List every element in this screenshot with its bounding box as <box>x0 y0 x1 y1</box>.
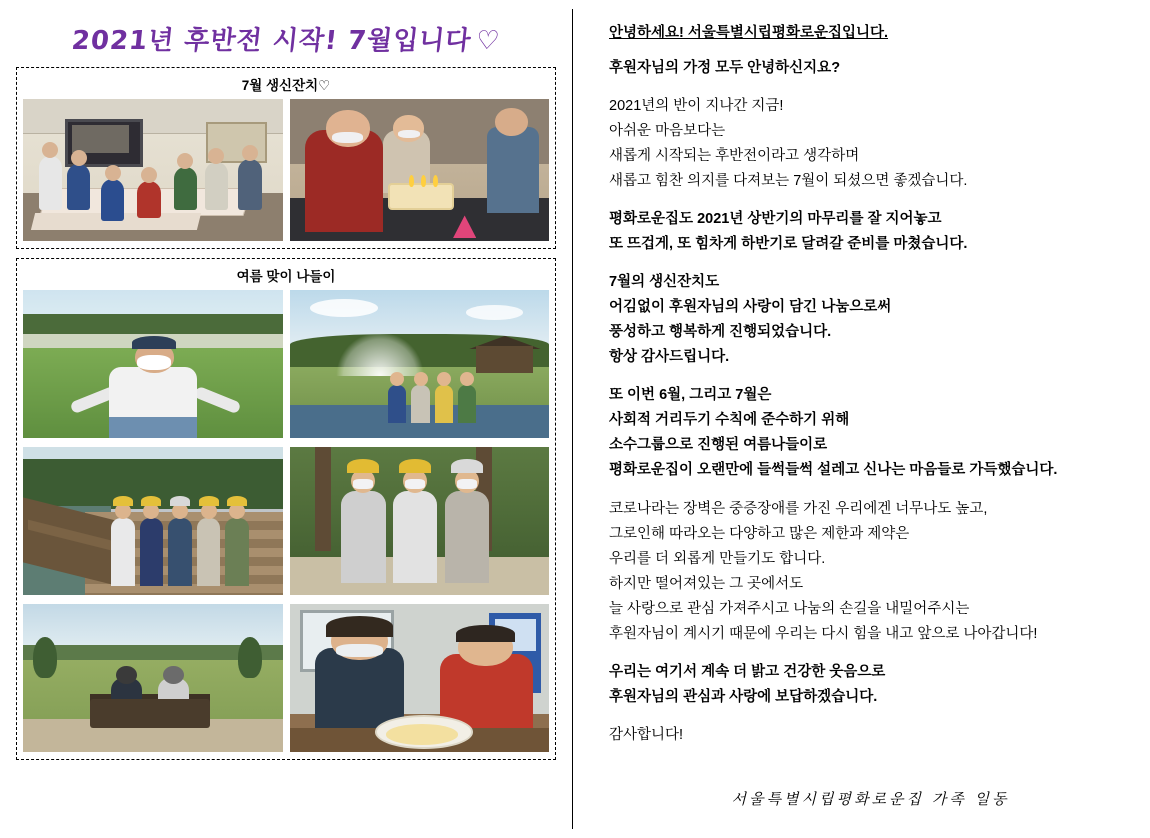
letter-paragraph-gap <box>609 711 1132 724</box>
letter-greeting: 안녕하세요! 서울특별시립평화로운집입니다. <box>609 25 889 41</box>
birthday-cake-candle-photo <box>290 99 550 241</box>
letter-body <box>609 22 1132 811</box>
letter-signature: 서울특별시립평화로운집 가족 일동 <box>731 789 1010 808</box>
letter-paragraphs <box>609 57 1132 762</box>
right-column <box>573 0 1150 838</box>
letter-line: 새롭게 시작되는 후반전이라고 생각하며 <box>609 148 860 165</box>
letter-line: 코로나라는 장벽은 중증장애를 가진 우리에겐 너무나도 높고, <box>609 500 988 517</box>
letter-line: 소수그룹으로 진행된 여름나들이로 <box>609 437 828 454</box>
outing-section <box>16 258 556 760</box>
birthday-photo-grid <box>23 99 549 241</box>
letter-line: 평화로운집도 2021년 상반기의 마무리를 잘 지어놓고 <box>609 211 942 228</box>
letter-paragraph-gap <box>609 195 1132 208</box>
letter-line: 풍성하고 행복하게 진행되었습니다. <box>609 324 832 341</box>
letter-paragraph-gap <box>609 371 1132 384</box>
outing-cake-indoor-photo <box>290 604 550 752</box>
birthday-section <box>16 67 556 249</box>
letter-line: 후원자님의 가정 모두 안녕하신지요? <box>609 60 841 77</box>
letter-line: 7월의 생신잔치도 <box>609 274 720 291</box>
outing-deck-bridge-photo <box>23 447 283 595</box>
letter-paragraph-gap <box>609 82 1132 95</box>
outing-photo-grid <box>23 290 549 752</box>
letter-line: 감사합니다! <box>609 726 684 743</box>
letter-paragraph-gap <box>609 648 1132 661</box>
letter-line: 항상 감사드립니다. <box>609 349 730 366</box>
letter-line: 하지만 떨어져있는 그 곳에서도 <box>609 575 804 592</box>
outing-bench-field-photo <box>23 604 283 752</box>
letter-line: 우리를 더 외롭게 만들기도 합니다. <box>609 550 826 567</box>
letter-line: 새롭고 힘찬 의지를 다져보는 7월이 되셨으면 좋겠습니다. <box>609 173 968 190</box>
letter-paragraph-gap <box>609 749 1132 762</box>
letter-line: 어김없이 후원자님의 사랑이 담긴 나눔으로써 <box>609 299 892 316</box>
heart-icon: ♡ <box>474 26 502 56</box>
outing-section-caption: 여름 맞이 나들이 <box>236 269 336 284</box>
letter-line: 평화로운집이 오랜만에 들썩들썩 설레고 신나는 마음들로 가득했습니다. <box>609 462 1058 479</box>
letter-line: 늘 사랑으로 관심 가져주시고 나눔의 손길을 내밀어주시는 <box>609 600 970 617</box>
page-title-text: 2021년 후반전 시작! 7월입니다 <box>69 26 473 56</box>
letter-line: 또 이번 6월, 그리고 7월은 <box>609 387 772 404</box>
letter-line: 우리는 여기서 계속 더 밝고 건강한 웃음으로 <box>609 663 886 680</box>
letter-line: 그로인해 따라오는 다양하고 많은 제한과 제약은 <box>609 525 910 542</box>
outing-fountain-pavilion-photo <box>290 290 550 438</box>
letter-line: 후원자님의 관심과 사랑에 보답하겠습니다. <box>609 688 878 705</box>
page-title <box>16 14 556 67</box>
letter-line: 또 뜨겁게, 또 힘차게 하반기로 달려갈 준비를 마쳤습니다. <box>609 236 968 253</box>
letter-line: 사회적 거리두기 수칙에 준수하기 위해 <box>609 412 850 429</box>
letter-line: 후원자님이 계시기 때문에 우리는 다시 힘을 내고 앞으로 나아갑니다! <box>609 625 1038 642</box>
outing-wheelchair-park-photo <box>23 290 283 438</box>
outing-group-forest-photo <box>290 447 550 595</box>
letter-paragraph-gap <box>609 485 1132 498</box>
letter-line: 아쉬운 마음보다는 <box>609 123 726 140</box>
letter-paragraph-gap <box>609 258 1132 271</box>
letter-line: 2021년의 반이 지나간 지금! <box>609 98 784 115</box>
birthday-section-caption: 7월 생신잔치♡ <box>241 78 331 93</box>
left-column <box>0 0 572 838</box>
birthday-party-hall-photo <box>23 99 283 241</box>
